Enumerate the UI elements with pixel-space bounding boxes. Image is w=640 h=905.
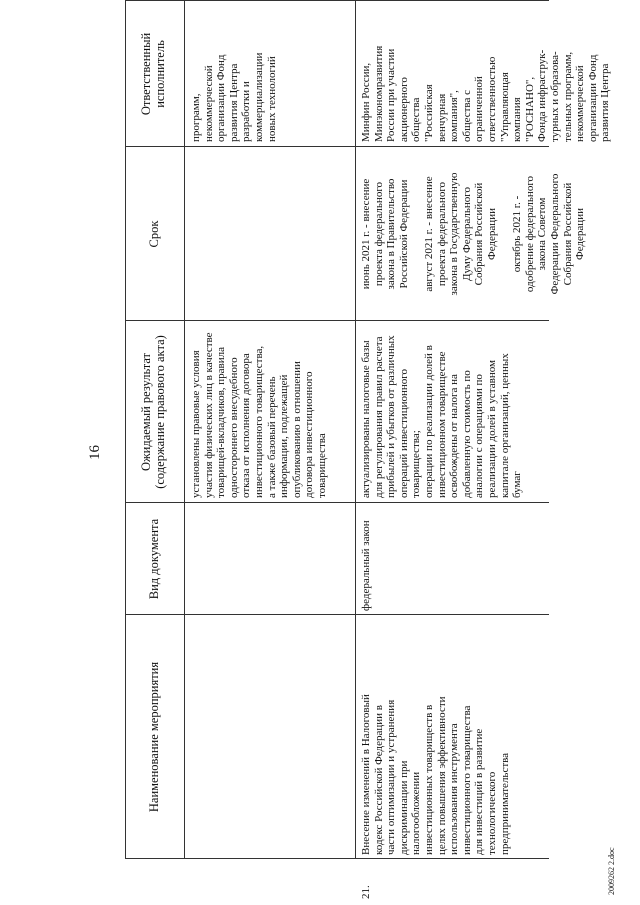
row-executor: Минфин России, Минэкономразвития России при участии акционерного общества "Российская венчурная компания", общества с ограниченной ответственностью "Управляющая компания "РОСНАНО", Фонда инфраструк- турных и образова- тельных программ, некоммерческой организации Фонд развития Центра: [360, 45, 612, 142]
page-number: 16: [87, 445, 103, 460]
row-name: Внесение изменений в Налоговый кодекс Российской Федерации в части оптимизации и устранения дискриминации при налогообложении инвестиционных товариществ в целях повышения эффективности использования инструмента инвестиционного товарищества для инвестиций в развитие технологического предпринимательства: [360, 694, 511, 855]
table-border-right: [125, 0, 549, 1]
header-name: Наименование мероприятия: [147, 661, 161, 813]
continued-executor: программ, некоммерческой организации Фонд развития Центра разработки и коммерциализации новых технологий: [190, 52, 278, 142]
row-divider: [355, 1, 356, 859]
row-result: актуализированы налоговые базы для регулирования правил расчета прибылей и убытков от различных операций инвестиционного товарищества; операции по реализации долей в инвестиционном товариществе освобождены от налога на добавленную стоимость по аналогии с операциями по реализации долей в уставном капитале организаций, ценных бумаг: [360, 335, 524, 498]
document-id: 2009262 2.doc: [607, 847, 616, 895]
row-doctype: федеральный закон: [360, 520, 372, 611]
table-border-top: [125, 1, 126, 859]
row-deadline: июнь 2021 г. - внесение проекта федерального закона в Правительство Российской Федерации август 2021 г. - внесение проекта федерального закона в Государственную Думу Федерального Собрания Российской Федерации октябрь 2021 г. - одобрение федерального закона Советом Федерации Федерального Собрания Российской Федерации: [360, 172, 587, 296]
column-divider: [125, 502, 549, 503]
header-executor: Ответственный исполнитель: [139, 32, 167, 116]
header-result: Ожидаемый результат (содержание правового акта): [139, 335, 167, 489]
row-number: 21.: [360, 885, 372, 899]
column-divider: [125, 614, 549, 615]
continued-result: установлены правовые условия участия физических лиц в качестве товарищей-вкладчиков, правила одностороннего внесудебного отказа от исполнения договора инвестиционного товарищества, а также базовый перечень информации, подлежащей опубликованию в отношении договора инвестиционного товарищества: [190, 332, 328, 498]
header-deadline: Срок: [147, 220, 161, 248]
header-divider: [184, 1, 185, 859]
table-border-left: [125, 858, 549, 859]
header-doctype: Вид документа: [147, 518, 161, 600]
